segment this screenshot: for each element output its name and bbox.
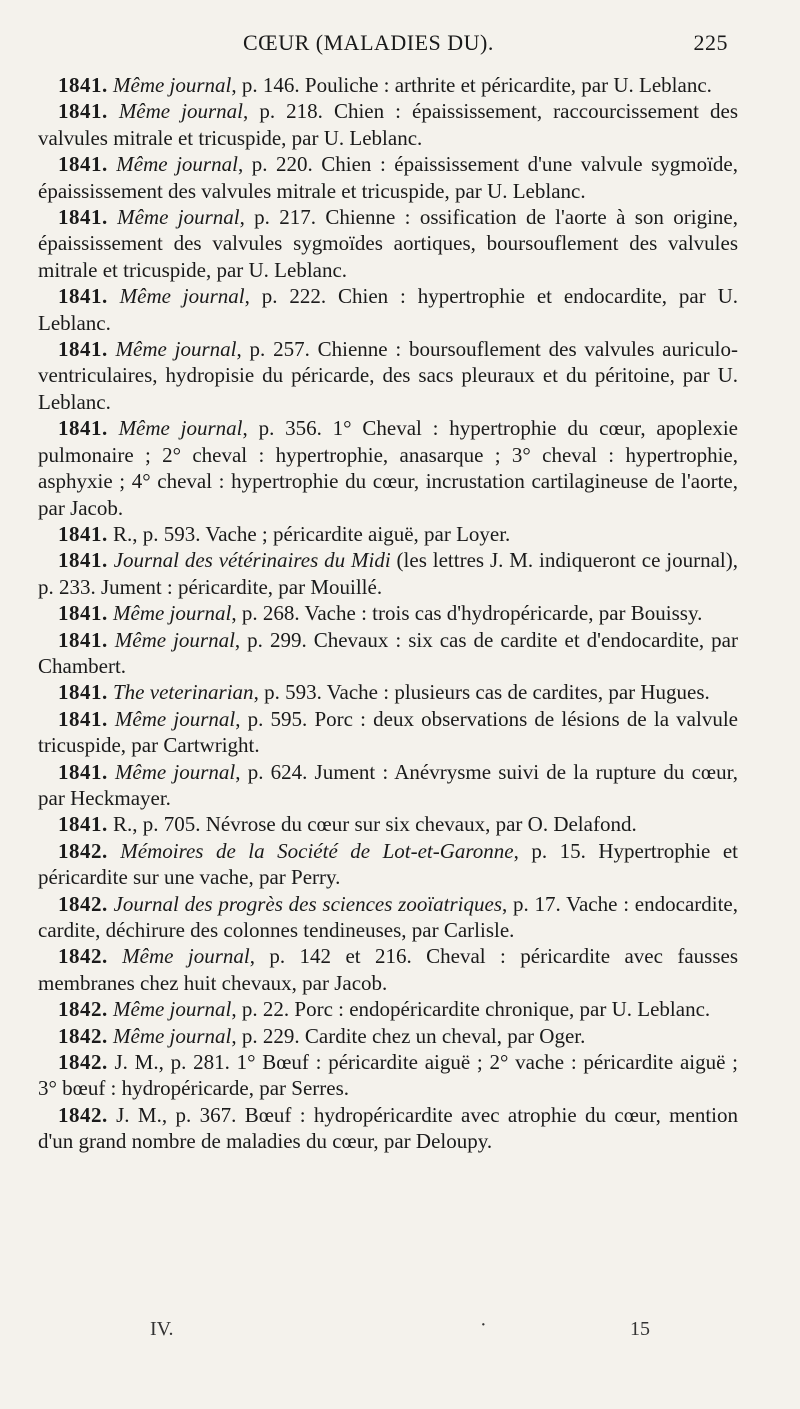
bibliography-entry [38, 1023, 738, 1049]
entry-source: Même journal [115, 337, 237, 362]
entry-year: 1842. [58, 944, 108, 969]
bibliography-entry [38, 1102, 738, 1155]
entry-source: Même journal [118, 99, 244, 124]
entry-year: 1841. [58, 521, 108, 546]
entry-source: Mémoires de la Société de Lot-et-Garonne [120, 838, 514, 863]
entry-text: R., p. 705. Névrose du cœur sur six chevaux, par O. Delafond. [113, 812, 637, 837]
bibliography-entry [38, 521, 738, 547]
entry-source: Journal des progrès des sciences zooïatriques [113, 891, 502, 916]
running-head [38, 26, 738, 62]
entry-year: 1841. [58, 416, 108, 441]
bibliography-entry [38, 98, 738, 151]
entry-year: 1841. [58, 205, 108, 230]
entry-text: , p. 15. Hypertrophie et péricardite sur une vache, par Perry. [38, 838, 739, 890]
bibliography-entry [38, 706, 738, 759]
bibliography-entry [38, 811, 738, 837]
bibliography-entry [38, 72, 738, 98]
entry-source: Même journal [113, 997, 232, 1022]
entry-text: , p. 222. Chien : hypertrophie et endocardite, par U. Leblanc. [38, 284, 739, 335]
entry-source: Même journal [114, 627, 235, 652]
entry-source: Même journal [116, 152, 238, 177]
running-title: CŒUR (MALADIES DU). [243, 30, 494, 55]
entry-year: 1841. [58, 284, 108, 309]
bibliography-entry [38, 283, 738, 336]
entry-text: , p. 299. Chevaux : six cas de cardite et d'endocardite, par Chambert. [38, 627, 738, 678]
book-page [38, 26, 738, 1155]
entry-text: , p. 22. Porc : endopéricardite chronique, par U. Leblanc. [231, 997, 711, 1022]
entry-year: 1841. [58, 337, 108, 362]
entry-source: Même journal [117, 205, 240, 230]
entry-year: 1842. [58, 1023, 108, 1048]
entry-text: , p. 142 et 216. Cheval : péricardite avec fausses membranes chez huit chevaux, par Jacob. [38, 944, 738, 995]
bibliography-entry [38, 627, 738, 680]
entry-year: 1841. [58, 73, 108, 97]
entry-year: 1841. [58, 627, 108, 652]
entry-source: Même journal [114, 759, 236, 784]
page-number: 225 [693, 30, 728, 55]
entry-text: , p. 220. Chien : épaississement d'une valvule sygmoïde, épaississement des valvules mitrale et tricuspide, par U. Leblanc. [38, 152, 738, 203]
entry-text: , p. 217. Chienne : ossification de l'aorte à son origine, épaississement des valvules sygmoïdes aortiques, boursouflement des valvules mitrale et tricuspide, par U. Leblanc. [38, 205, 738, 282]
bibliography-entry [38, 415, 738, 521]
bibliography-entry [38, 204, 738, 283]
entry-year: 1842. [58, 997, 108, 1022]
entry-year: 1842. [58, 1102, 108, 1127]
entry-year: 1842. [58, 891, 108, 916]
bibliography-entry [38, 943, 738, 996]
signature-volume: IV. [150, 1318, 174, 1340]
bibliography-entry [38, 1049, 738, 1102]
entry-text: , p. 624. Jument : Anévrysme suivi de la rupture du cœur, par Heckmayer. [38, 759, 738, 810]
entry-text: , p. 257. Chienne : boursouflement des valvules auriculo-ventriculaires, hydropisie du péricarde, des sacs pleuraux et du péritoine, par U. Leblanc. [38, 337, 738, 414]
bibliography-entry [38, 838, 738, 891]
entry-year: 1841. [58, 548, 108, 573]
entry-source: Même journal [113, 601, 232, 626]
bibliography-entries [38, 72, 738, 1155]
bibliography-entry [38, 759, 738, 812]
entry-year: 1841. [58, 99, 108, 124]
entry-year: 1842. [58, 1050, 108, 1075]
entry-source: The veterinarian [113, 680, 254, 705]
entry-year: 1841. [58, 152, 108, 177]
bibliography-entry [38, 547, 738, 600]
entry-year: 1841. [58, 759, 108, 784]
entry-year: 1842. [58, 838, 108, 863]
bibliography-entry [38, 891, 738, 944]
entry-text: J. M., p. 367. Bœuf : hydropéricardite avec atrophie du cœur, mention d'un grand nombre de maladies du cœur, par Deloupy. [38, 1102, 739, 1154]
entry-source: Même journal [122, 944, 250, 969]
entry-text: , p. 17. Vache : endocardite, cardite, déchirure des colonnes tendineuses, par Carlisle. [38, 891, 739, 942]
entry-text: (les lettres J. M. indiqueront ce journal), p. 233. Jument : péricardite, par Mouillé. [38, 548, 738, 599]
entry-text: , p. 268. Vache : trois cas d'hydropéricarde, par Bouissy. [231, 601, 703, 626]
entry-text: , p. 356. 1° Cheval : hypertrophie du cœur, apoplexie pulmonaire ; 2° cheval : hypertrophie, anasarque ; 3° cheval : hypertrophie, asphyxie ; 4° cheval : hypertrophie du cœur, incrustation cartilagineuse de l'aorte, par Jacob. [38, 416, 738, 520]
bibliography-entry [38, 679, 738, 705]
entry-year: 1841. [58, 812, 108, 837]
entry-text: , p. 146. Pouliche : arthrite et péricardite, par U. Leblanc. [231, 73, 712, 97]
bibliography-entry [38, 151, 738, 204]
bibliography-entry [38, 336, 738, 415]
entry-text: , p. 229. Cardite chez un cheval, par Oger. [231, 1023, 586, 1048]
entry-source: Même journal [113, 1023, 232, 1048]
entry-source: Même journal [118, 416, 243, 441]
signature-number: 15 [630, 1318, 650, 1340]
bibliography-entry [38, 996, 738, 1022]
entry-source: Même journal [119, 284, 245, 309]
entry-year: 1841. [58, 601, 108, 626]
signature-dot: · [480, 1314, 487, 1336]
entry-source: Même journal [113, 73, 232, 97]
entry-text: , p. 595. Porc : deux observations de lésions de la valvule tricuspide, par Cartwright. [38, 706, 738, 758]
entry-text: R., p. 593. Vache ; péricardite aiguë, par Loyer. [113, 521, 511, 546]
entry-text: J. M., p. 281. 1° Bœuf : péricardite aiguë ; 2° vache : péricardite aiguë ; 3° bœuf : hydropéricarde, par Serres. [38, 1050, 739, 1101]
entry-year: 1841. [58, 706, 108, 731]
entry-text: , p. 218. Chien : épaississement, raccourcissement des valvules mitrale et tricuspide, par U. Leblanc. [38, 99, 738, 150]
entry-year: 1841. [58, 680, 108, 705]
entry-source: Même journal [114, 706, 236, 731]
entry-text: , p. 593. Vache : plusieurs cas de cardites, par Hugues. [253, 680, 710, 705]
bibliography-entry [38, 600, 738, 626]
entry-source: Journal des vétérinaires du Midi [113, 548, 391, 573]
